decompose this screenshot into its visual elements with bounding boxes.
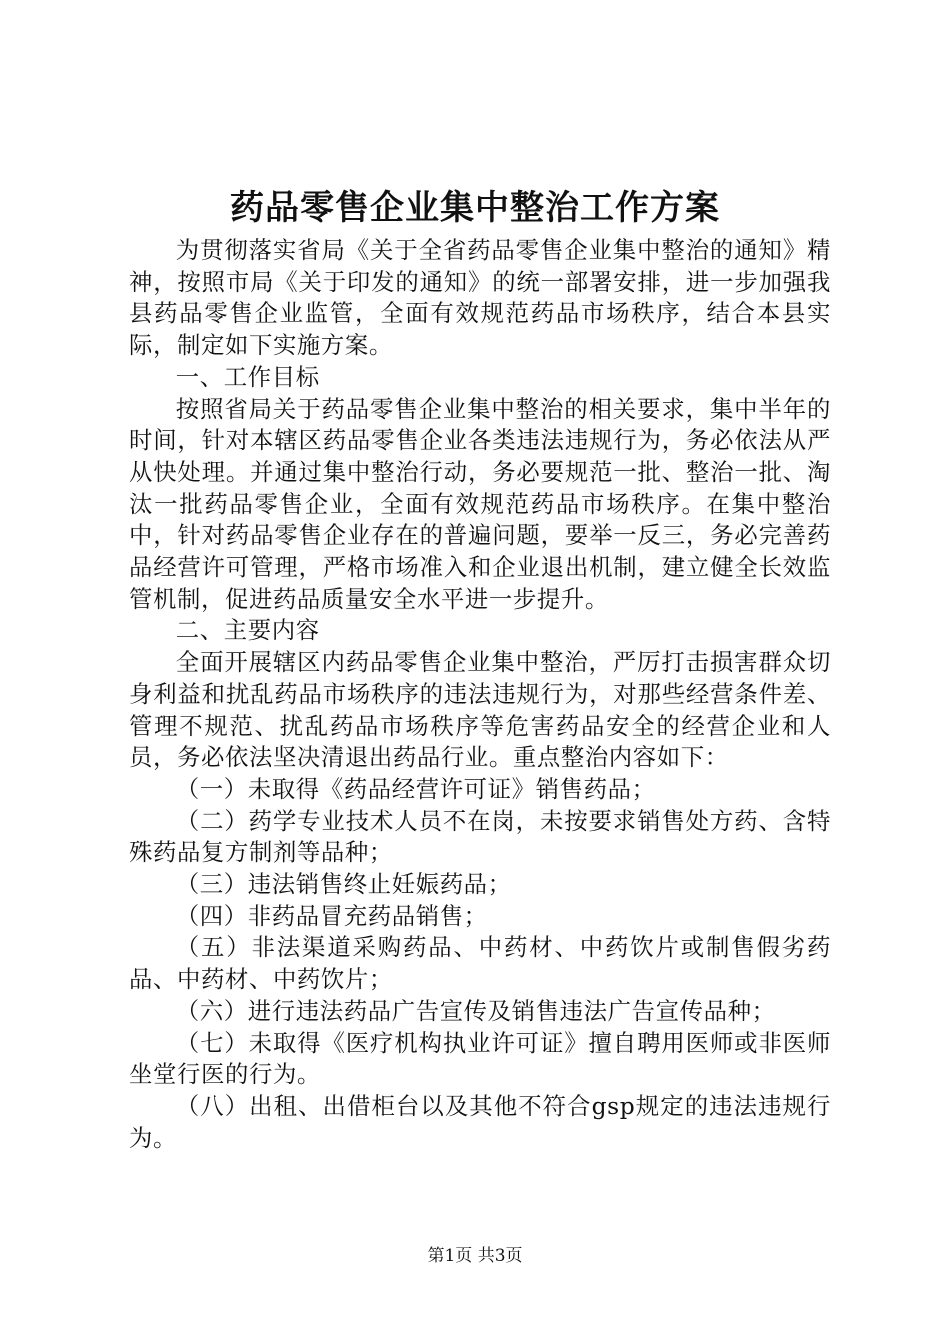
list-item-5: （五）非法渠道采购药品、中药材、中药饮片或制售假劣药品、中药材、中药饮片； — [129, 933, 831, 994]
list-item-1: （一）未取得《药品经营许可证》销售药品； — [175, 774, 656, 803]
section-heading-goals: 一、工作目标 — [175, 362, 320, 391]
list-item-2: （二）药学专业技术人员不在岗，未按要求销售处方药、含特殊药品复方制剂等品种； — [129, 806, 831, 867]
list-item-7: （七）未取得《医疗机构执业许可证》擅自聘用医师或非医师坐堂行医的行为。 — [129, 1028, 831, 1089]
page-footer: 第1页 共3页 — [427, 1246, 523, 1266]
list-item-6: （六）进行违法药品广告宣传及销售违法广告宣传品种； — [175, 996, 776, 1025]
document-body — [129, 235, 831, 1154]
list-item-3: （三）违法销售终止妊娠药品； — [175, 870, 512, 899]
section-heading-content: 二、主要内容 — [175, 616, 320, 645]
content-paragraph: 全面开展辖区内药品零售企业集中整治，严厉打击损害群众切身利益和扰乱药品市场秩序的违法违规行为，对那些经营条件差、管理不规范、扰乱药品市场秩序等危害药品安全的经营企业和人员，务必依法坚决清退出药品行业。重点整治内容如下： — [129, 648, 831, 772]
list-item-8: （八）出租、出借柜台以及其他不符合gsp规定的违法违规行为。 — [129, 1091, 831, 1152]
goals-paragraph: 按照省局关于药品零售企业集中整治的相关要求，集中半年的时间，针对本辖区药品零售企业各类违法违规行为，务必依法从严从快处理。并通过集中整治行动，务必要规范一批、整治一批、淘汰一批药品零售企业，全面有效规范药品市场秩序。在集中整治中，针对药品零售企业存在的普遍问题，要举一反三，务必完善药品经营许可管理，严格市场准入和企业退出机制，建立健全长效监管机制，促进药品质量安全水平进一步提升。 — [129, 394, 831, 613]
intro-paragraph: 为贯彻落实省局《关于全省药品零售企业集中整治的通知》精神，按照市局《关于印发的通知》的统一部署安排，进一步加强我县药品零售企业监管，全面有效规范药品市场秩序，结合本县实际，制定如下实施方案。 — [129, 236, 831, 360]
list-item-4: （四）非药品冒充药品销售； — [175, 901, 488, 930]
document-title: 药品零售企业集中整治工作方案 — [230, 188, 720, 228]
